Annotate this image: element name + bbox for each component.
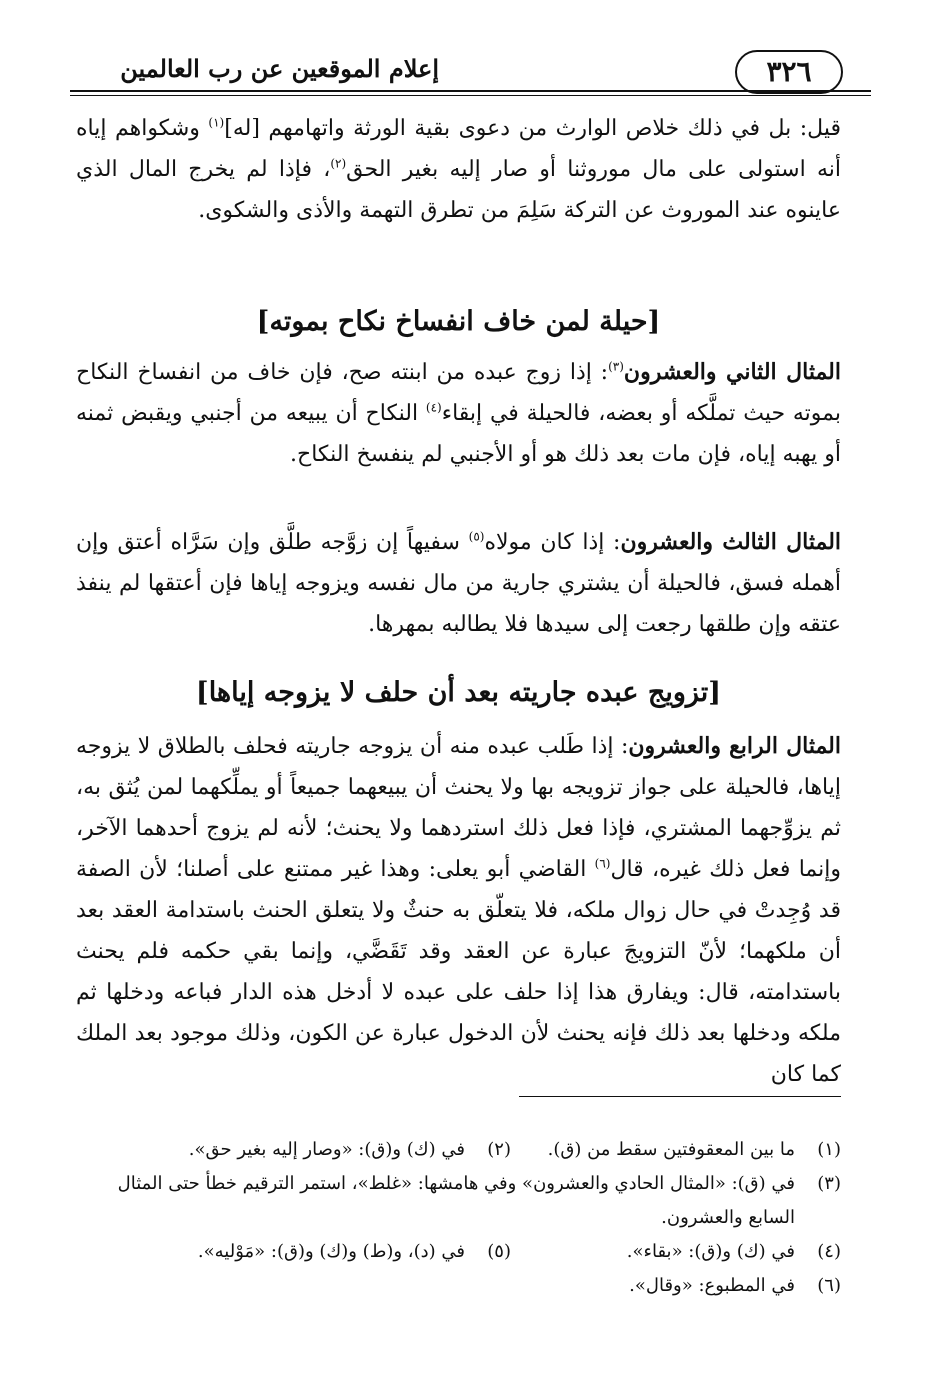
footnote-separator: [519, 1096, 841, 1097]
header-rule: [70, 90, 871, 92]
example-title: المثال الثالث والعشرون: [620, 529, 842, 555]
section-heading: [تزويج عبده جاريته بعد أن حلف لا يزوجه إياها]: [195, 677, 722, 708]
paragraph-text: النكاح أن يبيعه من أجنبي ويقبض ثمنه أو يهبه إياه، فإن مات بعد ذلك هو أو الأجنبي لم ينفسخ النكاح.: [76, 401, 841, 467]
footnote-6: [629, 1269, 841, 1303]
footnote-number: (١): [817, 1139, 841, 1160]
paragraph-text: وشكواهم إياه أنه استولى على مال موروثنا أو صار إليه بغير الحق: [76, 116, 841, 182]
footnote-ref: (٦): [594, 856, 611, 871]
section-heading: [حيلة لمن خاف انفساخ نكاح بموته]: [256, 306, 661, 337]
example-title: المثال الثاني والعشرون: [623, 359, 841, 385]
paragraph-text: ، فإذا لم يخرج المال الذي عاينوه عند الموروث عن التركة سَلِمَ من تطرق التهمة والأذى والشكوى.: [76, 157, 841, 223]
footnote-text: في المطبوع: «وقال».: [629, 1275, 795, 1296]
header-rule-thin: [70, 95, 871, 96]
footnote-text: في (ك) و(ق): «وصار إليه بغير حق».: [188, 1139, 465, 1160]
footnote-2: [189, 1133, 511, 1167]
footnote-3: [76, 1167, 841, 1235]
paragraph-text: : إذا كان مولاه: [484, 530, 621, 555]
paragraph-1: [76, 108, 841, 231]
footnote-number: (٦): [817, 1275, 841, 1296]
paragraph-text: : إذا طَلب عبده منه أن يزوجه جاريته فحلف بالطلاق لا يزوجه إياها، فالحيلة على جواز تزويجه بها ولا يحنث أن يبيعهما جميعاً أو يملِّكهما لمن يُثق به، ثم يزوِّجهما المشتري، فإذا فعل ذلك استردهما ولا يحنث؛ لأنه لم يزوج أحدهما الآخر، وإنما فعل ذلك غيره، قال: [76, 734, 841, 882]
paragraph-text: : إذا زوج عبده من ابنته صح، فإن خاف من انفساخ النكاح بموته حيث تملَّكه أو بعضه، فالحيلة في إبقاء: [76, 360, 842, 426]
paragraph-2: [76, 352, 841, 475]
footnote-text: ما بين المعقوفتين سقط من (ق).: [547, 1139, 795, 1160]
footnote-5: [198, 1235, 511, 1269]
page-number: ٣٢٦: [735, 50, 843, 94]
footnote-1: [511, 1133, 841, 1167]
footnote-ref: (٤): [425, 400, 442, 415]
footnote-4: [511, 1235, 841, 1269]
footnote-row: [76, 1167, 841, 1235]
footnote-row: [76, 1235, 841, 1269]
example-title: المثال الرابع والعشرون: [628, 733, 841, 759]
footnote-number: (٢): [487, 1139, 511, 1160]
footnote-ref: (٣): [608, 359, 624, 374]
paragraph-text: قيل: بل في ذلك خلاص الوارث من دعوى بقية الورثة واتهامهم [له]: [224, 116, 841, 141]
paragraph-4: [76, 726, 841, 1095]
footnote-number: (٣): [817, 1173, 841, 1194]
footnote-number: (٥): [487, 1241, 511, 1262]
footnote-ref: (١): [208, 115, 225, 130]
running-title: إعلام الموقعين عن رب العالمين: [120, 54, 439, 83]
footnote-text: في (ك) و(ق): «بقاء».: [626, 1241, 795, 1262]
paragraph-text: سفيهاً إن زوَّجه طلَّق وإن سَرَّاه أعتق وإن أهمله فسق، فالحيلة أن يشتري جارية من مال نفسه ويزوجه إياها فإن أعتقها لم ينفذ عتقه وإن طلقها رجعت إلى سيدها فلا يطالبه بمهرها.: [76, 530, 841, 637]
footnote-row: [76, 1133, 841, 1167]
footnotes: [76, 1133, 841, 1303]
footnote-ref: (٥): [468, 529, 485, 544]
paragraph-text: القاضي أبو يعلى: وهذا غير ممتنع على أصلنا؛ لأن الصفة قد وُجِدتْ في حال زوال ملكه، فلا يتعلّق به حنثٌ ولا يتعلق الحنث باستدامة العقد بعد أن ملكهما؛ لأنّ التزويجَ عبارة عن العقد وقد تَقَضَّي، وإنما بقي حكمه فلم يحنث باستدامته، قال: ويفارق هذا إذا حلف على عبده لا أدخل هذه الدار فباعه ودخلها ثم ملكه ودخلها بعد ذلك فإنه يحنث لأن الدخول عبارة عن الكون، وذلك موجود بعد الملك كما كان: [76, 857, 842, 1087]
footnote-ref: (٢): [330, 156, 347, 171]
footnote-text: في (د)، و(ط) و(ك) و(ق): «مَوْليه».: [197, 1241, 465, 1262]
paragraph-3: [76, 522, 841, 645]
footnote-text: في (ق): «المثال الحادي والعشرون» وفي هامشها: «غلط»، استمر الترقيم خطأ حتى المثال السابع والعشرون.: [117, 1173, 795, 1228]
footnote-number: (٤): [817, 1241, 841, 1262]
footnote-row: [76, 1269, 841, 1303]
